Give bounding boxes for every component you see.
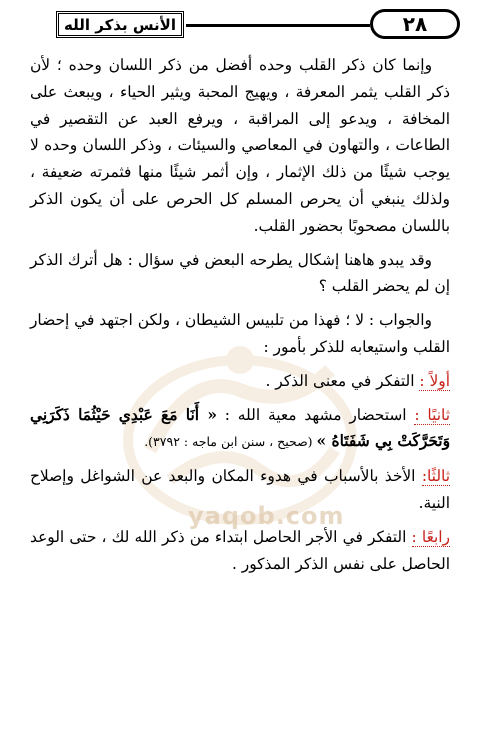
item-label: رابعًا :	[411, 527, 450, 546]
page-body	[30, 52, 450, 584]
list-item	[30, 524, 450, 578]
paragraph: وقد يبدو هاهنا إشكال يطرحه البعض في سؤال : هل أترك الذكر إن لم يحضر القلب ؟	[30, 250, 450, 296]
item-label: ثانيًا :	[414, 405, 450, 424]
paragraph: وإنما كان ذكر القلب وحده أفضل من ذكر اللسان وحده ؛ لأن ذكر القلب يثمر المعرفة ، ويهيج المحبة ويثير الحياء ، ويبعث على المخافة ، ويدعو إلى المراقبة ، ويرفع العبد عن التقصير في الطاعات ، والتهاون في المعاصي والسيئات ، وذكر اللسان وحده لا يوجب شيئًا من ذلك الإثمار ، وإن أثمر شيئًا منها فثمرته ضعيفة ، ولذلك ينبغي أن يحرص المسلم كل الحرص على أن يكون الذكر باللسان مصحوبًا بحضور القلب.	[30, 56, 450, 235]
item-text: استحضار مشهد معية الله :	[216, 405, 415, 424]
item-label: ثالثًا:	[421, 467, 450, 486]
item-text: التفكر في معنى الذكر .	[265, 371, 420, 390]
header-rule	[186, 24, 370, 27]
item-text: التفكر في الأجر الحاصل ابتداء من ذكر الله لك ، حتى الوعد الحاصل على نفس الذكر المذكور .	[30, 527, 450, 573]
page-number: ٢٨	[370, 9, 460, 39]
list-item	[30, 368, 450, 395]
list-item	[30, 402, 450, 457]
item-text: الأخذ بالأسباب في هدوء المكان والبعد عن الشواغل وإصلاح النية.	[30, 467, 450, 512]
list-item	[30, 463, 450, 517]
page-header	[18, 8, 462, 44]
hadith-reference: (صحيح ، سنن ابن ماجه : ٣٧٩٢).	[144, 434, 317, 450]
paragraph: والجواب : لا ؛ فهذا من تلبيس الشيطان ، ولكن اجتهد في إحضار القلب واستيعابه للذكر بأمور :	[30, 311, 450, 356]
hadith-quote: « أَنَا مَعَ عَبْدِي حَيْثُمَا ذَكَرَنِي وَتَحَرَّكَتْ بِي شَفَتَاهُ »	[30, 405, 450, 451]
item-label: أولاً :	[419, 371, 450, 390]
running-title: الأنس بذكر الله	[56, 11, 184, 38]
watermark-text: yaqob.com	[188, 502, 345, 530]
